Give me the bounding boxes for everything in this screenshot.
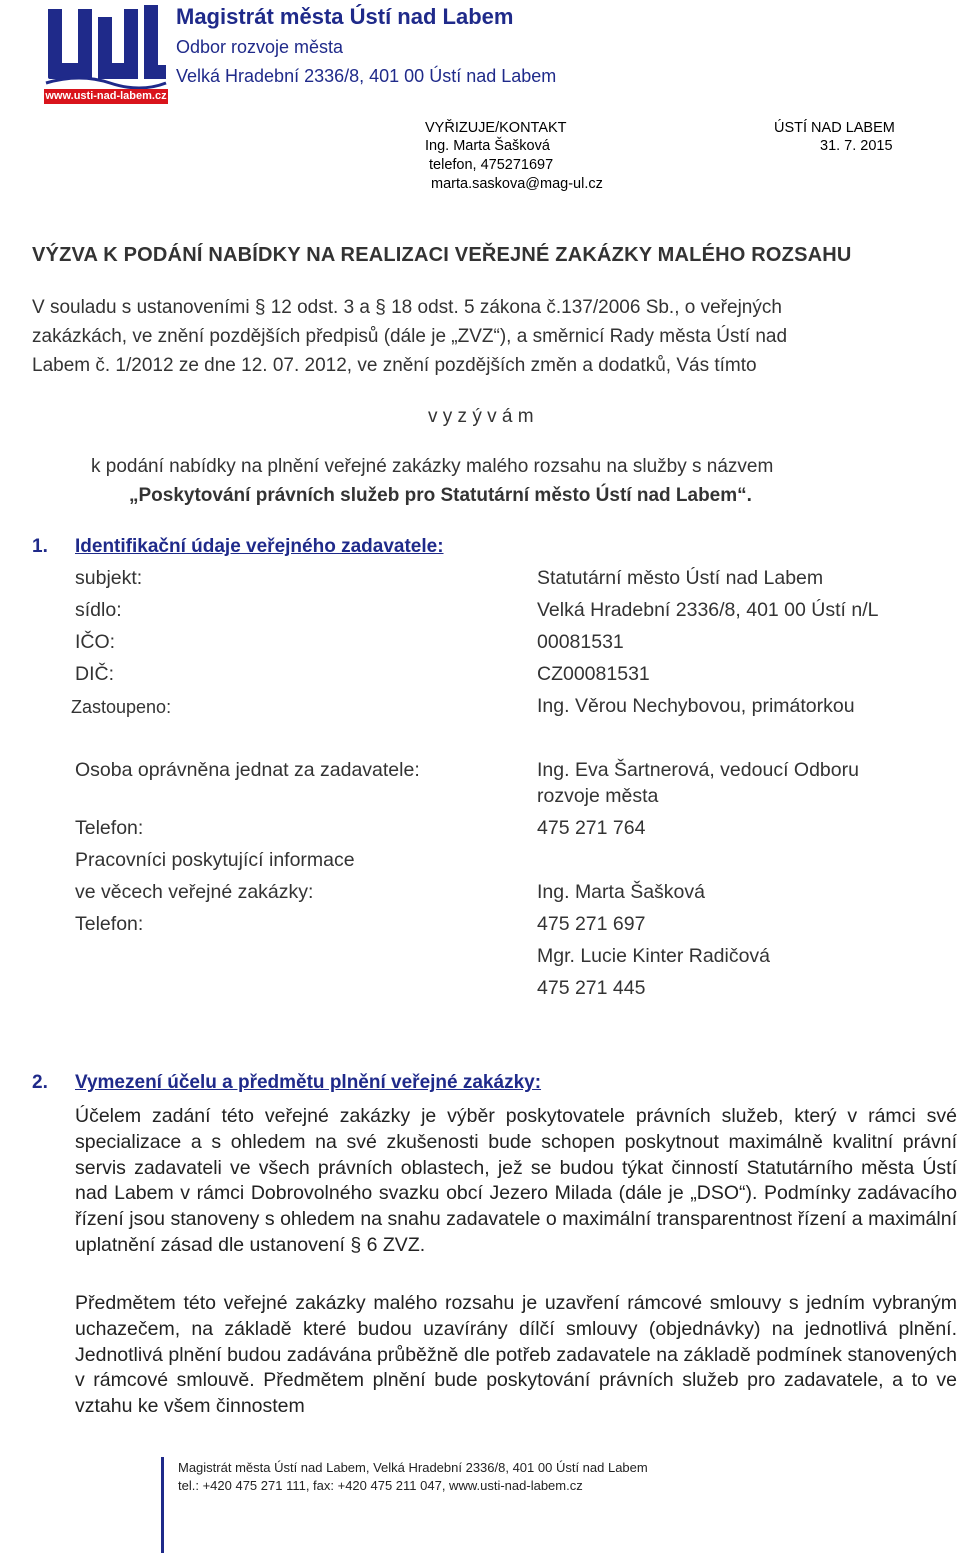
department-name: Odbor rozvoje města (176, 37, 344, 57)
field-value-represented: Ing. Věrou Nechybovou, primátorkou (537, 695, 855, 717)
contract-name: „Poskytování právních služeb pro Statutární město Ústí nad Labem“. (129, 485, 752, 506)
field-label-authorized: Osoba oprávněna jednat za zadavatele: (75, 759, 420, 781)
field-value-authorized-1: Ing. Eva Šartnerová, vedoucí Odboru (537, 759, 859, 781)
logo-url-badge: www.usti-nad-labem.cz (45, 90, 167, 102)
field-value-dic: CZ00081531 (537, 663, 650, 685)
contact-phone: telefon, 475271697 (429, 157, 554, 173)
field-label-ico: IČO: (75, 631, 116, 653)
org-name: Magistrát města Ústí nad Labem (176, 4, 514, 29)
section-2-number: 2. (32, 1072, 48, 1093)
contact-name: Ing. Marta Šašková (425, 138, 550, 154)
field-value-authorized-2: rozvoje města (537, 785, 659, 807)
section-1-number: 1. (32, 536, 48, 557)
call-to-offer: v y z ý v á m (428, 406, 534, 427)
field-value-phone: 475 271 764 (537, 817, 646, 839)
field-label-staff-phone: Telefon: (75, 913, 144, 935)
field-label-represented: Zastoupeno: (71, 697, 172, 717)
section-2-heading: Vymezení účelu a předmětu plnění veřejné zakázky: (75, 1072, 542, 1093)
field-value-ico: 00081531 (537, 631, 624, 653)
field-label-phone: Telefon: (75, 817, 144, 839)
intro-line-1: V souladu s ustanoveními § 12 odst. 3 a § 18 odst. 5 zákona č.137/2006 Sb., o veřejných (32, 297, 782, 318)
section-1-heading: Identifikační údaje veřejného zadavatele: (75, 536, 444, 557)
field-label-staff-1: Pracovníci poskytující informace (75, 849, 355, 871)
field-label-dic: DIČ: (75, 663, 114, 685)
field-value-subject: Statutární město Ústí nad Labem (537, 567, 824, 589)
footer-address: Magistrát města Ústí nad Labem, Velká Hradební 2336/8, 401 00 Ústí nad Labem (178, 1460, 648, 1475)
field-value-staff2-phone: 475 271 445 (537, 977, 646, 999)
field-label-seat: sídlo: (75, 599, 122, 621)
intro-line-2: zakázkách, ve znění pozdějších předpisů (dále je „ZVZ“), a směrnicí Rady města Ústí nad (32, 326, 788, 347)
field-label-staff-2: ve věcech veřejné zakázky: (75, 881, 314, 903)
document-date: 31. 7. 2015 (820, 138, 893, 154)
field-value-staff: Ing. Marta Šašková (537, 881, 705, 903)
section-2-paragraph-2: Předmětem této veřejné zakázky malého rozsahu je uzavření rámcové smlouvy s jedním vybraným uchazečem, na základě které budou uzavírány dílčí smlouvy (objednávky) na jednotlivá plnění. Jednotlivá plnění budou zadávána průběžně dle potřeb zadavatele na základě podmínek stanovených v rámcové smlouvě. Předmětem plnění bude poskytování právních služeb pro zadavatele, a to ve vztahu ke všem činnostem (75, 1292, 957, 1418)
contact-label: VYŘIZUJE/KONTAKT (425, 120, 567, 136)
footer-contact: tel.: +420 475 271 111, fax: +420 475 211 047, www.usti-nad-labem.cz (178, 1478, 583, 1493)
offer-request: k podání nabídky na plnění veřejné zakázky malého rozsahu na služby s názvem (91, 456, 774, 477)
org-address: Velká Hradební 2336/8, 401 00 Ústí nad Labem (176, 66, 557, 86)
field-value-staff-phone: 475 271 697 (537, 913, 646, 935)
field-value-seat: Velká Hradební 2336/8, 401 00 Ústí n/L (537, 599, 879, 621)
document-title: VÝZVA K PODÁNÍ NABÍDKY NA REALIZACI VEŘEJNÉ ZAKÁZKY MALÉHO ROZSAHU (32, 244, 852, 266)
contact-email: marta.saskova@mag-ul.cz (431, 176, 603, 192)
section-2-paragraph-1: Účelem zadání této veřejné zakázky je výběr poskytovatele právních služeb, který v rámci své specializace a s ohledem na své zkušenosti bude schopen poskytnout maximálně kvalitní právní servis zadavateli ve všech právních oblastech, jež se budou týkat činností Statutárního města Ústí nad Labem v rámci Dobrovolného svazku obcí Jezero Milada (dále je „DSO“). Podmínky zadávacího řízení jsou stanoveny s ohledem na snahu zadavatele o maximální transparentnost řízení a maximální uplatnění zásad dle ustanovení § 6 ZVZ. (75, 1105, 957, 1256)
footer-accent-bar (161, 1457, 164, 1553)
field-label-subject: subjekt: (75, 567, 143, 589)
place-label: ÚSTÍ NAD LABEM (774, 120, 895, 136)
field-value-staff2-name: Mgr. Lucie Kinter Radičová (537, 945, 771, 967)
intro-line-3: Labem č. 1/2012 ze dne 12. 07. 2012, ve znění pozdějších změn a dodatků, Vás tímto (32, 355, 757, 376)
